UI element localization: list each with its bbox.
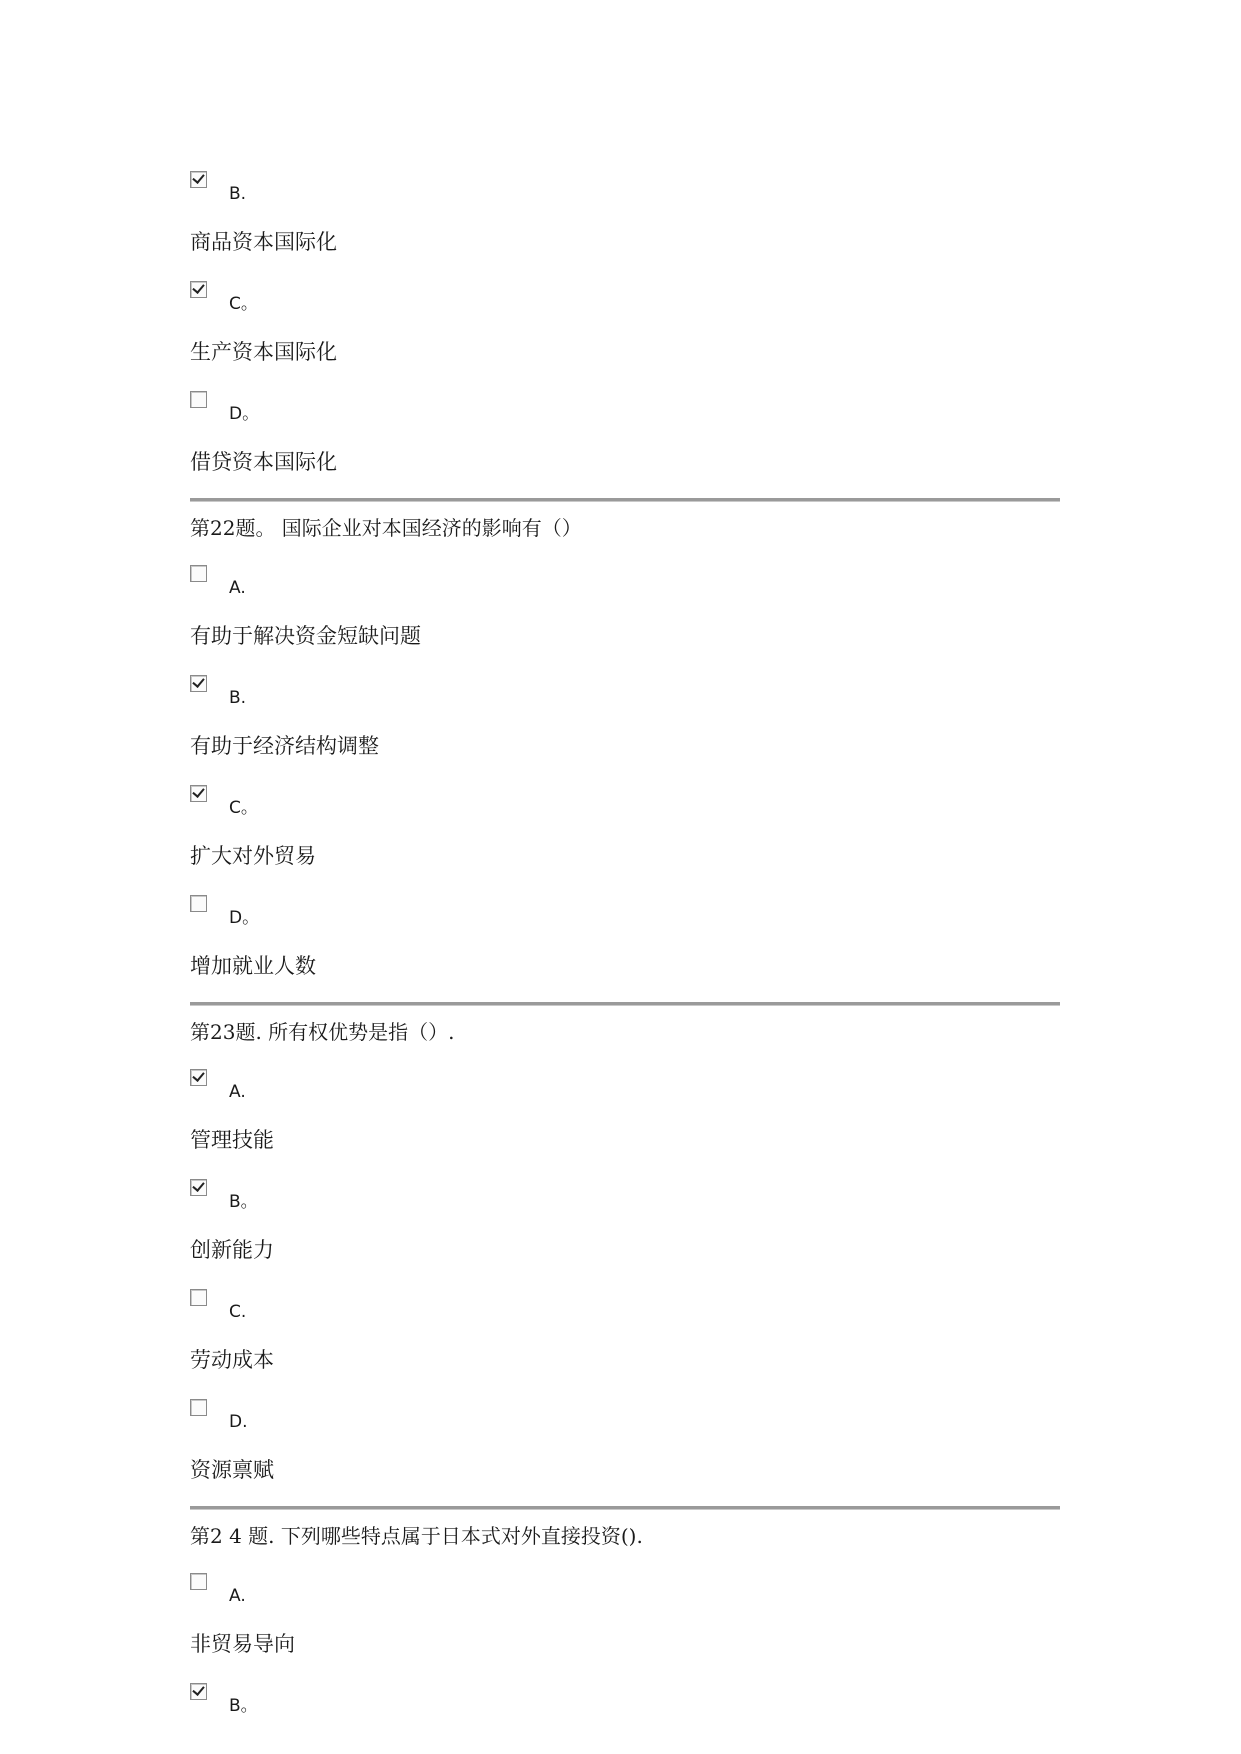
option-text: 创新能力 — [190, 1238, 274, 1262]
option-text: 劳动成本 — [190, 1348, 274, 1372]
option-row[interactable] — [190, 672, 1060, 710]
question-title: 第22题。 国际企业对本国经济的影响有（） — [190, 516, 582, 540]
option-text: 扩大对外贸易 — [190, 844, 316, 868]
option-text: 有助于解决资金短缺问题 — [190, 624, 421, 648]
option-letter: A. — [229, 578, 246, 598]
question-24 — [190, 1522, 1060, 1718]
option-letter: A. — [229, 1082, 246, 1102]
question-divider — [190, 1002, 1060, 1006]
question-23 — [190, 1018, 1060, 1484]
option-row[interactable] — [190, 1396, 1060, 1434]
option-text: 增加就业人数 — [190, 954, 316, 978]
option-row[interactable] — [190, 782, 1060, 820]
exam-content — [190, 168, 1060, 1740]
checkbox-checked-icon[interactable] — [190, 171, 207, 188]
option-text: 生产资本国际化 — [190, 340, 337, 364]
checkbox-empty-icon[interactable] — [190, 1399, 207, 1416]
question-22 — [190, 514, 1060, 980]
option-letter: C。 — [229, 294, 258, 314]
checkbox-empty-icon[interactable] — [190, 895, 207, 912]
option-letter: B. — [229, 184, 247, 204]
option-text: 管理技能 — [190, 1128, 274, 1152]
option-letter: B。 — [229, 1192, 258, 1212]
checkbox-empty-icon[interactable] — [190, 1289, 207, 1306]
option-row[interactable] — [190, 168, 1060, 206]
question-divider — [190, 498, 1060, 502]
option-letter: B. — [229, 688, 247, 708]
option-row[interactable] — [190, 892, 1060, 930]
option-row[interactable] — [190, 1570, 1060, 1608]
option-row[interactable] — [190, 1286, 1060, 1324]
option-text: 资源禀赋 — [190, 1458, 274, 1482]
question-divider — [190, 1506, 1060, 1510]
checkbox-checked-icon[interactable] — [190, 281, 207, 298]
option-letter: B。 — [229, 1696, 258, 1716]
option-text: 有助于经济结构调整 — [190, 734, 379, 758]
option-letter: D。 — [229, 908, 260, 928]
question-title: 第2 4 题. 下列哪些特点属于日本式对外直接投资(). — [190, 1524, 643, 1548]
checkbox-empty-icon[interactable] — [190, 565, 207, 582]
option-row[interactable] — [190, 1680, 1060, 1718]
checkbox-checked-icon[interactable] — [190, 785, 207, 802]
option-letter: D。 — [229, 404, 260, 424]
checkbox-empty-icon[interactable] — [190, 391, 207, 408]
option-row[interactable] — [190, 278, 1060, 316]
option-row[interactable] — [190, 1066, 1060, 1104]
option-row[interactable] — [190, 562, 1060, 600]
option-letter: C。 — [229, 798, 258, 818]
checkbox-checked-icon[interactable] — [190, 1179, 207, 1196]
checkbox-checked-icon[interactable] — [190, 1683, 207, 1700]
option-text: 商品资本国际化 — [190, 230, 337, 254]
option-text: 非贸易导向 — [190, 1632, 295, 1656]
question-title: 第23题. 所有权优势是指（）. — [190, 1020, 455, 1044]
option-text: 借贷资本国际化 — [190, 450, 337, 474]
option-row[interactable] — [190, 388, 1060, 426]
checkbox-checked-icon[interactable] — [190, 675, 207, 692]
option-letter: C. — [229, 1302, 247, 1322]
option-letter: D. — [229, 1412, 248, 1432]
checkbox-checked-icon[interactable] — [190, 1069, 207, 1086]
checkbox-empty-icon[interactable] — [190, 1573, 207, 1590]
option-letter: A. — [229, 1586, 246, 1606]
question-21-continued — [190, 168, 1060, 476]
option-row[interactable] — [190, 1176, 1060, 1214]
